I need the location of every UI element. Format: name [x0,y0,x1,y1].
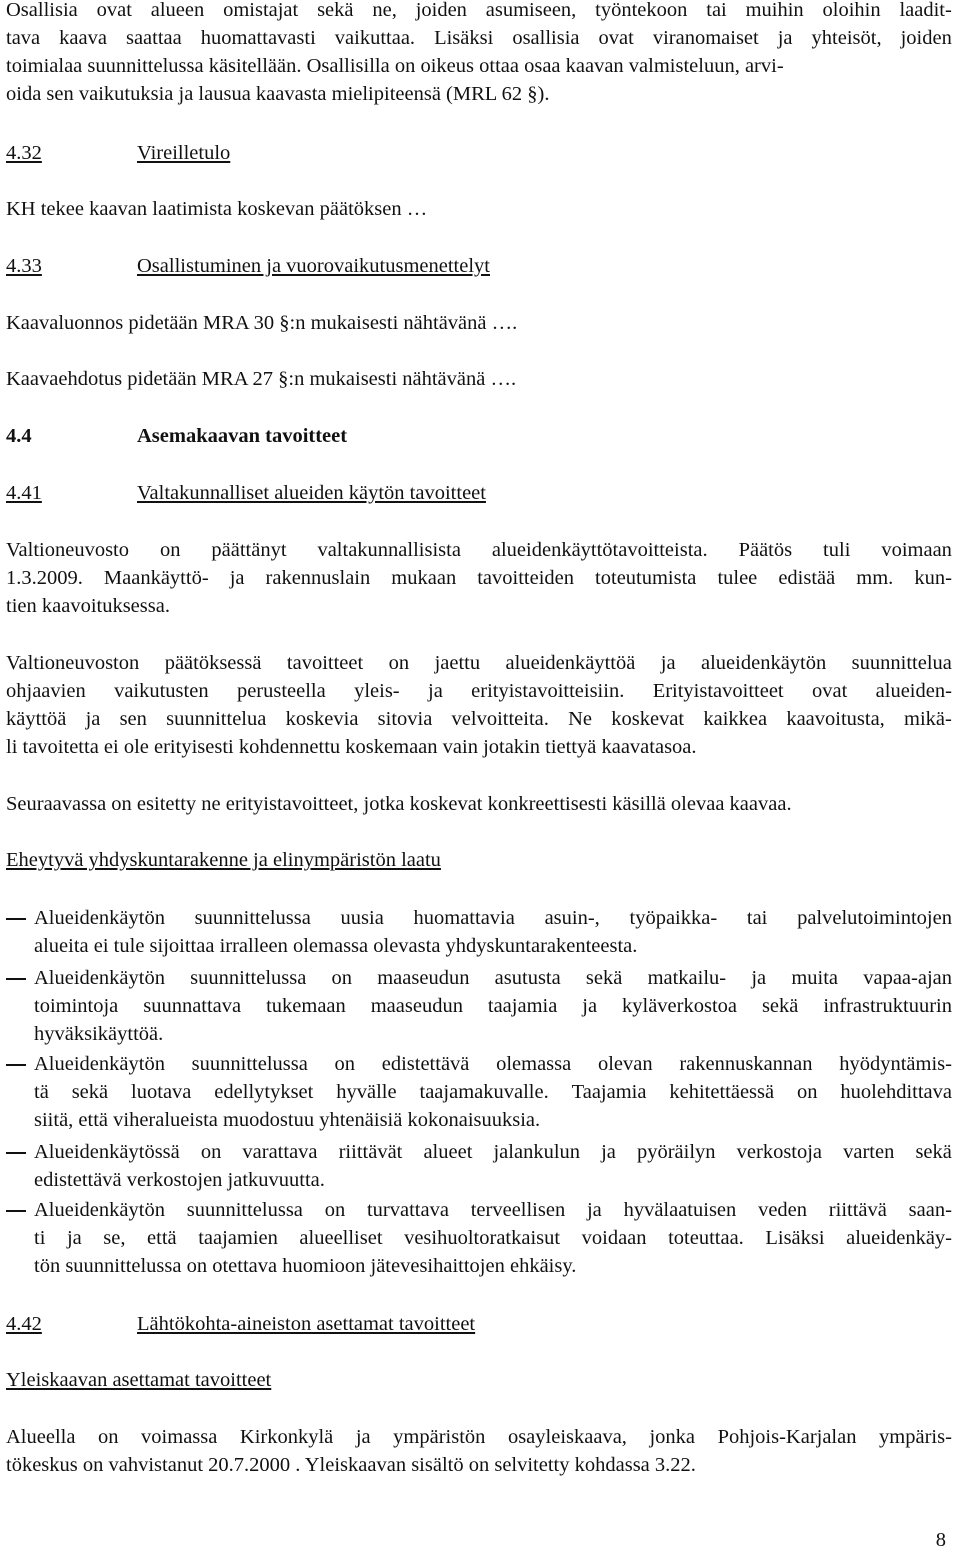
subheading: Eheytyvä yhdyskuntarakenne ja elinympäristön laatu [6,849,441,871]
word: Lisäksi [434,27,494,49]
word: taajamia [487,995,558,1017]
word: Kirkonkylä [239,1426,334,1448]
word: voimassa [141,1426,218,1448]
intro-line [6,24,952,52]
word: Alueidenkäytössä [34,1141,180,1163]
word: taajamakuvalle. [419,1081,549,1103]
word: asuin-, [544,907,600,929]
word: mikä- [904,708,952,730]
bullet-line [34,1078,952,1106]
word: pyöräilyn [636,1141,716,1163]
word: riittävät [338,1141,403,1163]
word: muihin [745,0,804,21]
paragraph-line [6,1451,952,1479]
word: ja [229,567,245,589]
paragraph-text: KH tekee kaavan laatimista koskevan päätöksen … [6,198,428,220]
word: sekä [317,0,354,21]
word: ja [751,967,767,989]
word: Lisäksi [765,1227,825,1249]
word: joiden [900,27,952,49]
word: matkailu- [647,967,727,989]
word: valtakunnallisista [317,539,461,561]
section-title: Lähtökohta-aineiston asettamat tavoitteet [137,1313,476,1335]
word: ja [660,652,676,674]
word: on [331,967,353,989]
bullet-line [34,1166,952,1194]
heading-4-42 [6,1310,475,1338]
word: Alueidenkäytön [34,1199,165,1221]
word: Erityistavoitteet [652,680,784,702]
word: alueidenkäyttöä [505,652,636,674]
word: rakennuslain [265,567,371,589]
word: suunnittelua [851,652,952,674]
word: Valtioneuvoston [6,652,140,674]
bullet-line [34,1252,952,1280]
word: perusteella [236,680,326,702]
word: voidaan [581,1227,647,1249]
word: Pohjois-Karjalan [717,1426,857,1448]
word: vapaa-ajan [863,967,952,989]
word: on [200,1141,222,1163]
word: tien kaavoituksessa. [6,595,170,617]
word: Ne [568,708,593,730]
word: sitovia [377,708,433,730]
word: vaikuttaa. [334,27,416,49]
intro-line [6,80,952,108]
word: Valtioneuvosto [6,539,129,561]
word: toimialaa suunnittelussa käsitellään. Osallisilla on oikeus ottaa osaa kaavan valmisteluun, arvi- [6,55,784,77]
word: ovat [812,680,848,702]
word: yhteisöt, [811,27,882,49]
bullet-line [34,932,952,960]
word: voimaan [881,539,952,561]
word: Alueidenkäytön [34,967,165,989]
word: kun- [914,567,952,589]
section-number: 4.4 [6,425,32,447]
word: osayleiskaava, [507,1426,627,1448]
word: ja [582,995,598,1017]
intro-line [6,0,952,24]
word: Alueidenkäytön [34,907,165,929]
word: infrastruktuurin [823,995,952,1017]
word: alueidenkäy- [846,1227,952,1249]
word: olevan [597,1053,653,1075]
bullet-line [34,1050,952,1078]
word: huomattavasti [200,27,316,49]
section-title: Vireilletulo [137,142,231,164]
word: edellytykset [214,1081,314,1103]
word: tava [6,27,41,49]
word: asutusta [494,967,561,989]
word: suunnattava [143,995,242,1017]
bullet-line [34,1020,952,1048]
word: muita [791,967,839,989]
bullet-line [34,904,952,932]
word: koskevia [285,708,359,730]
word: sekä [71,1081,109,1103]
paragraph-text: Seuraavassa on esitetty ne erityistavoitteet, jotka koskevat konkreettisesti käsillä olevaa kaavaa. [6,793,792,815]
word: työntekoon [595,0,688,21]
word: käyttöä [6,708,67,730]
word: tukemaan [266,995,346,1017]
paragraph-line [6,733,952,761]
word: on [98,1426,119,1448]
section-number: 4.33 [6,255,42,277]
word: alueita ei tule sijoittaa irralleen olemassa olevasta yhdyskuntarakenteesta. [34,935,638,957]
word: tai [706,0,727,21]
word: edistää [778,567,836,589]
word: viranomaiset [652,27,759,49]
word: tön suunnittelussa on otettava huomioon jätevesihaittojen ehkäisy. [34,1255,577,1277]
word: Maankäyttö- [103,567,209,589]
word: li tavoitetta ei ole erityisesti kohdennettu koskemaan vain jotakin tiettyä kaavatasoa. [6,736,697,758]
intro-line [6,52,952,80]
word: oloihin [822,0,881,21]
bullet-line [34,1224,952,1252]
word: oida sen vaikutuksia ja lausua kaavasta mielipiteensä (MRL 62 §). [6,83,550,105]
page-number: 8 [935,1529,946,1551]
paragraph-line [6,592,952,620]
word: alueen [150,0,205,21]
word: ja [85,708,101,730]
word: ja [66,1227,82,1249]
heading-4-32 [6,139,230,167]
dash-bullet [6,1152,26,1154]
word: toteuttaa. [668,1227,744,1249]
word: tai [746,907,768,929]
paragraph-line [6,1423,952,1451]
heading-4-33 [6,252,490,280]
word: olemassa [496,1053,572,1075]
bullet-line [34,1106,952,1134]
word: sekä [761,995,799,1017]
word: suunnittelussa [191,1053,308,1075]
word: alueiden- [875,680,952,702]
word: edistettävä [381,1053,470,1075]
word: Päätös [738,539,793,561]
word: luotava [131,1081,192,1103]
word: alueidenkäytön [701,652,827,674]
word: omistajat [223,0,299,21]
word: päätöksessä [164,652,262,674]
dash-bullet [6,978,26,980]
word: on [388,652,410,674]
paragraph-line [6,705,952,733]
word: saan- [908,1199,952,1221]
paragraph-text: Kaavaehdotus pidetään MRA 27 §:n mukaisesti nähtävänä …. [6,368,517,390]
section-number: 4.42 [6,1313,42,1335]
word: Alueella [6,1426,76,1448]
word: yleis- [354,680,400,702]
word: varattava [242,1141,318,1163]
word: siitä, että viheralueista muodostuu yhtenäisiä kokonaisuuksia. [34,1109,541,1131]
word: alueelliset [299,1227,383,1249]
section-title: Asemakaavan tavoitteet [137,425,348,447]
word: tavoitteet [286,652,364,674]
word: varten [843,1141,895,1163]
word: työpaikka- [629,907,718,929]
word: sekä [915,1141,952,1163]
word: Osallisia [6,0,78,21]
section-number: 4.32 [6,142,42,164]
word: hyväksikäyttöä. [34,1023,164,1045]
word: suunnittelua [166,708,267,730]
dash-bullet [6,918,26,920]
word: tavoitteiden [477,567,575,589]
paragraph-text: Kaavaluonnos pidetään MRA 30 §:n mukaisesti nähtävänä …. [6,312,518,334]
paragraph-line [6,536,952,564]
word: 1.3.2009. [6,567,83,589]
word: suunnittelussa [186,1199,303,1221]
word: taajamien [198,1227,278,1249]
word: ovat [96,0,132,21]
word: rakennuskannan [679,1053,813,1075]
word: toteutumista [595,567,697,589]
word: riittävä [828,1199,887,1221]
word: kaavoitusta, [786,708,885,730]
word: tuli [823,539,851,561]
bullet-line [34,992,952,1020]
word: ja [601,1141,616,1163]
word: sen [119,708,147,730]
word: tulee [717,567,758,589]
word: suunnittelussa [194,907,311,929]
word: jaettu [434,652,481,674]
paragraph-line [6,649,952,677]
word: ja [428,680,443,702]
word: on [334,1053,356,1075]
heading-4-4 [6,422,347,450]
word: alueet [423,1141,473,1163]
word: vesihuoltoratkaisut [404,1227,561,1249]
word: se, [103,1227,126,1249]
word: tä [34,1081,49,1103]
word: että [147,1227,177,1249]
word: sekä [585,967,623,989]
word: ympäris- [879,1426,952,1448]
word: hyödyntämis- [839,1053,952,1075]
word: ovat [598,27,634,49]
word: ti [34,1227,46,1249]
dash-bullet [6,1210,26,1212]
word: mukaan [391,567,457,589]
word: kaava [59,27,107,49]
word: kehitettäessä [669,1081,775,1103]
word: maaseudun [377,967,470,989]
word: saattaa [125,27,182,49]
word: on [159,539,181,561]
word: mm. [856,567,894,589]
section-number: 4.41 [6,482,42,504]
dash-bullet [6,1064,26,1066]
section-title: Valtakunnalliset alueiden käytön tavoitteet [137,482,486,504]
word: terveellisen [470,1199,566,1221]
word: toimintoja [34,995,119,1017]
word: veden [758,1199,808,1221]
bullet-line [34,964,952,992]
word: Alueidenkäytön [34,1053,165,1075]
word: verkostoja [736,1141,823,1163]
word: hyvälaatuisen [623,1199,737,1221]
word: alueidenkäyttötavoitteista. [491,539,708,561]
word: koskevat [611,708,685,730]
word: maaseudun [370,995,463,1017]
word: on [324,1199,346,1221]
word: jalankulun [493,1141,581,1163]
section-title: Osallistuminen ja vuorovaikutusmenettelyt [137,255,490,277]
word: turvattava [366,1199,449,1221]
word: joiden [415,0,467,21]
word: ohjaavien [6,680,86,702]
word: kaikkea [703,708,768,730]
word: ja [586,1199,602,1221]
word: erityistavoitteisiin. [471,680,625,702]
heading-4-41 [6,479,486,507]
word: päättänyt [211,539,287,561]
word: huolehdittava [840,1081,952,1103]
word: palvelutoimintojen [797,907,952,929]
paragraph-line [6,564,952,592]
word: hyvälle [336,1081,397,1103]
word: vaikutusten [114,680,209,702]
word: suunnittelussa [190,967,307,989]
word: on [797,1081,818,1103]
word: asumiseen, [485,0,577,21]
word: edistettävä verkostojen jatkuvuutta. [34,1169,325,1191]
subheading: Yleiskaavan asettamat tavoitteet [6,1369,272,1391]
word: ympäristön [393,1426,486,1448]
word: tökeskus on vahvistanut 20.7.2000 . Yleiskaavan sisältö on selvitetty kohdassa 3.22. [6,1454,696,1476]
word: ja [777,27,793,49]
word: huomattavia [413,907,515,929]
word: velvoitteita. [451,708,549,730]
word: ne, [372,0,397,21]
word: kyläverkostoa [622,995,737,1017]
word: ja [355,1426,371,1448]
bullet-line [34,1196,952,1224]
word: jonka [649,1426,696,1448]
word: Taajamia [571,1081,647,1103]
word: osallisia [512,27,580,49]
paragraph-line [6,677,952,705]
word: uusia [340,907,384,929]
word: laadit- [899,0,952,21]
bullet-line [34,1138,952,1166]
